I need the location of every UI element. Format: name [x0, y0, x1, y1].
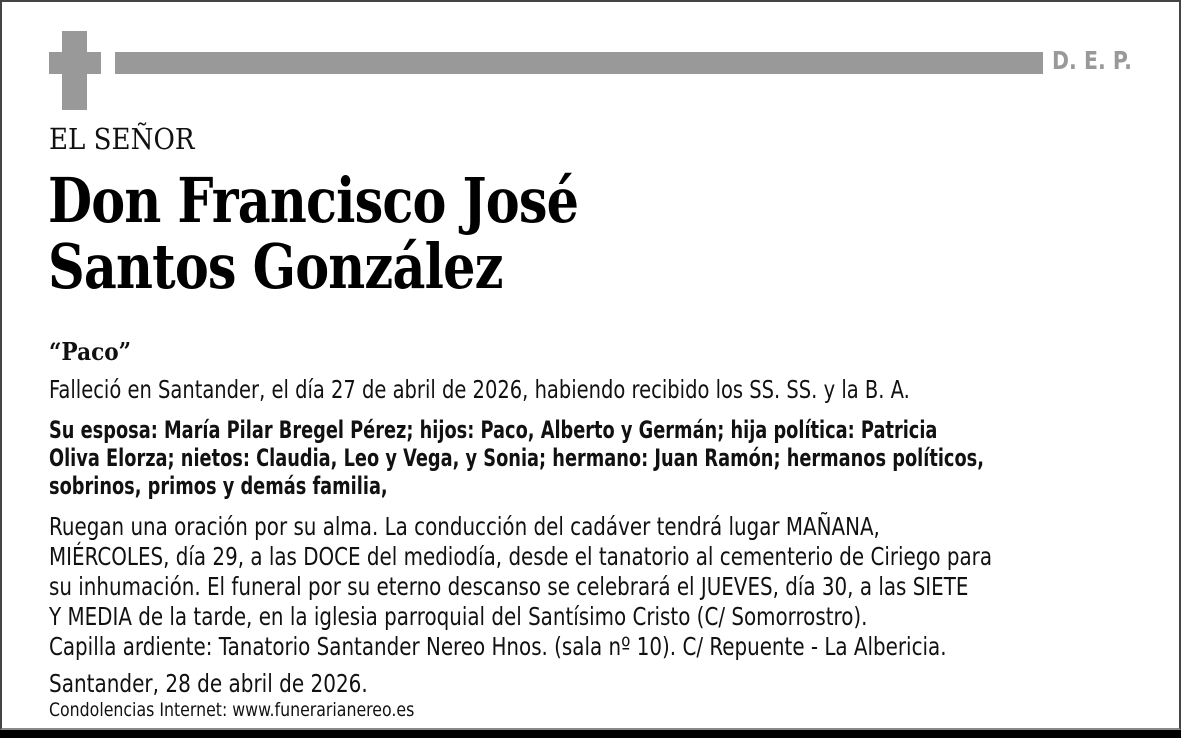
condolences-link[interactable]: Condolencias Internet: www.funerarianereo.es	[49, 699, 415, 721]
family-line: Oliva Elorza; nietos: Claudia, Leo y Vega, y Sonia; hermano: Juan Ramón; hermanos políticos,	[49, 444, 984, 472]
deceased-name	[48, 164, 579, 303]
rites-line: MIÉRCOLES, día 29, a las DOCE del mediodía, desde el tanatorio al cementerio de Ciriego para	[49, 542, 993, 571]
rites-line: Ruegan una oración por su alma. La conducción del cadáver tendrá lugar MAÑANA,	[49, 512, 880, 541]
place-date: Santander, 28 de abril de 2026.	[49, 669, 368, 698]
nickname: “Paco”	[49, 337, 132, 366]
funeral-arrangements	[49, 512, 992, 662]
family-line: Su esposa: María Pilar Bregel Pérez; hijos: Paco, Alberto y Germán; hija política: Patricia	[49, 416, 938, 444]
cross-icon-horizontal	[49, 52, 101, 74]
dep-label: D. E. P.	[1052, 46, 1132, 75]
deceased-name-line-1: Don Francisco José	[48, 164, 579, 237]
rites-line: Y MEDIA de la tarde, en la iglesia parroquial del Santísimo Cristo (C/ Somorrostro).	[49, 602, 868, 631]
family-line: sobrinos, primos y demás familia,	[49, 472, 388, 500]
deceased-name-line-2: Santos González	[48, 230, 503, 303]
header-divider-bar	[115, 52, 1043, 74]
rites-line: su inhumación. El funeral por su eterno descanso se celebrará el JUEVES, día 30, a las SIETE	[49, 572, 969, 601]
rites-line: Capilla ardiente: Tanatorio Santander Nereo Hnos. (sala nº 10). C/ Repuente - La Albericia.	[49, 632, 947, 661]
death-notice: Falleció en Santander, el día 27 de abril de 2026, habiendo recibido los SS. SS. y la B. A.	[49, 375, 910, 404]
family-list	[49, 416, 984, 500]
honorific-title: EL SEÑOR	[49, 122, 195, 156]
